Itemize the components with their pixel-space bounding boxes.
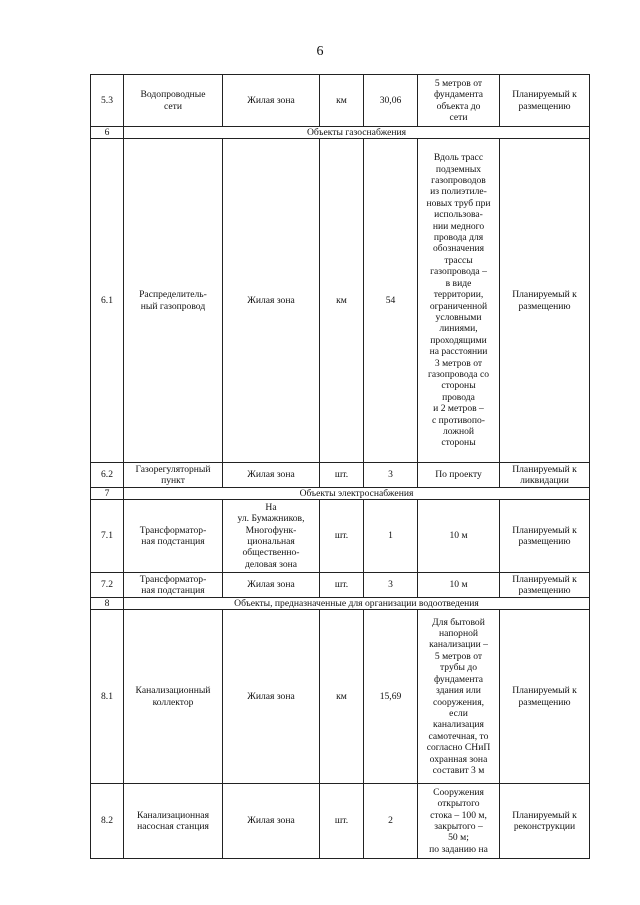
section-row bbox=[91, 127, 590, 139]
unit-cell-text: шт. bbox=[334, 469, 349, 481]
status-cell-text: Планируемый к размещению bbox=[512, 524, 577, 547]
zone-cell-text: Жилая зона bbox=[247, 815, 295, 827]
item-number bbox=[91, 573, 124, 598]
object-name bbox=[124, 463, 223, 488]
object-name-text: Канализационный коллектор bbox=[135, 685, 211, 708]
zone-cell bbox=[223, 500, 320, 573]
table-body bbox=[91, 75, 590, 859]
table-row bbox=[91, 463, 590, 488]
unit-cell-text: км bbox=[336, 690, 347, 702]
section-title: Объекты, предназначенные для организации водоотведения bbox=[124, 598, 590, 610]
protection-zone-cell-text: 10 м bbox=[449, 579, 468, 591]
zone-cell bbox=[223, 463, 320, 488]
object-name bbox=[124, 610, 223, 784]
unit-cell-text: км bbox=[336, 94, 347, 106]
status-cell-text: Планируемый к размещению bbox=[512, 289, 577, 312]
zone-cell bbox=[223, 139, 320, 463]
status-cell bbox=[500, 139, 590, 463]
protection-zone-cell-text: 10 м bbox=[449, 530, 468, 542]
unit-cell bbox=[320, 500, 364, 573]
object-name bbox=[124, 500, 223, 573]
status-cell bbox=[500, 500, 590, 573]
protection-zone-cell-text: 5 метров от фундамента объекта до сети bbox=[433, 77, 484, 123]
item-number-text: 6.2 bbox=[101, 469, 113, 481]
protection-zone-cell bbox=[418, 500, 500, 573]
quantity-cell bbox=[364, 784, 418, 859]
zone-cell bbox=[223, 784, 320, 859]
quantity-cell bbox=[364, 573, 418, 598]
object-name-text: Распределитель- ный газопровод bbox=[139, 289, 207, 312]
table-row bbox=[91, 784, 590, 859]
status-cell bbox=[500, 573, 590, 598]
status-cell bbox=[500, 610, 590, 784]
unit-cell-text: км bbox=[336, 294, 347, 306]
protection-zone-cell-text: По проекту bbox=[435, 469, 482, 481]
unit-cell bbox=[320, 573, 364, 598]
object-name bbox=[124, 784, 223, 859]
zone-cell-text: Жилая зона bbox=[247, 579, 295, 591]
item-number bbox=[91, 139, 124, 463]
protection-zone-cell bbox=[418, 610, 500, 784]
protection-zone-cell bbox=[418, 463, 500, 488]
object-name bbox=[124, 139, 223, 463]
unit-cell-text: шт. bbox=[334, 530, 349, 542]
infrastructure-table bbox=[90, 74, 590, 859]
status-cell bbox=[500, 784, 590, 859]
table-row bbox=[91, 75, 590, 127]
quantity-cell-text: 3 bbox=[388, 579, 393, 591]
quantity-cell-text: 2 bbox=[388, 815, 393, 827]
item-number bbox=[91, 75, 124, 127]
object-name-text: Трансформатор- ная подстанция bbox=[139, 524, 207, 547]
object-name-text: Канализационная насосная станция bbox=[137, 809, 209, 832]
unit-cell bbox=[320, 784, 364, 859]
quantity-cell-text: 54 bbox=[385, 294, 396, 306]
object-name bbox=[124, 573, 223, 598]
unit-cell-text: шт. bbox=[334, 815, 349, 827]
status-cell-text: Планируемый к размещению bbox=[512, 573, 577, 596]
zone-cell bbox=[223, 573, 320, 598]
protection-zone-cell bbox=[418, 784, 500, 859]
unit-cell bbox=[320, 75, 364, 127]
protection-zone-cell bbox=[418, 573, 500, 598]
zone-cell-text: Жилая зона bbox=[247, 690, 295, 702]
item-number bbox=[91, 784, 124, 859]
status-cell-text: Планируемый к ликвидации bbox=[512, 463, 577, 486]
object-name-text: Водопроводные сети bbox=[140, 89, 206, 112]
section-number: 6 bbox=[91, 127, 124, 139]
unit-cell bbox=[320, 610, 364, 784]
protection-zone-cell-text: Вдоль трасс подземных газопроводов из полиэтиле- новых труб при использова- нии медного провода для обозначения трассы газопровода – в виде территории, ограниченной условными линиями, проходящими на расстоянии 3 метров от газопровода со стороны провода и 2 метров – с противопо- ложной стороны bbox=[426, 152, 491, 449]
zone-cell-text: Жилая зона bbox=[247, 294, 295, 306]
section-row bbox=[91, 488, 590, 500]
quantity-cell-text: 1 bbox=[388, 530, 393, 542]
protection-zone-cell bbox=[418, 139, 500, 463]
zone-cell-text: Жилая зона bbox=[247, 94, 295, 106]
status-cell-text: Планируемый к размещению bbox=[512, 89, 577, 112]
status-cell bbox=[500, 75, 590, 127]
item-number-text: 6.1 bbox=[101, 294, 113, 306]
quantity-cell bbox=[364, 610, 418, 784]
quantity-cell-text: 15,69 bbox=[379, 690, 402, 702]
object-name-text: Газорегуляторный пункт bbox=[135, 463, 211, 486]
table-row bbox=[91, 500, 590, 573]
status-cell bbox=[500, 463, 590, 488]
item-number-text: 5.3 bbox=[101, 94, 113, 106]
page-number: 6 bbox=[316, 44, 324, 59]
protection-zone-cell-text: Для бытовой напорной канализации – 5 метров от трубы до фундамента здания или сооружения, если канализация самотечная, то согласно СНиП охранная зона составит 3 м bbox=[426, 616, 491, 776]
protection-zone-cell-text: Сооружения открытого стока – 100 м, закрытого – 50 м; по заданию на bbox=[429, 786, 488, 855]
status-cell-text: Планируемый к размещению bbox=[512, 685, 577, 708]
zone-cell bbox=[223, 610, 320, 784]
section-number: 7 bbox=[91, 488, 124, 500]
status-cell-text: Планируемый к реконструкции bbox=[512, 809, 577, 832]
unit-cell-text: шт. bbox=[334, 579, 349, 591]
section-row bbox=[91, 598, 590, 610]
item-number-text: 7.2 bbox=[101, 579, 113, 591]
zone-cell bbox=[223, 75, 320, 127]
section-title: Объекты электроснабжения bbox=[124, 488, 590, 500]
object-name-text: Трансформатор- ная подстанция bbox=[139, 573, 207, 596]
unit-cell bbox=[320, 139, 364, 463]
quantity-cell bbox=[364, 139, 418, 463]
quantity-cell-text: 30,06 bbox=[379, 94, 402, 106]
table-row bbox=[91, 573, 590, 598]
item-number-text: 7.1 bbox=[101, 530, 113, 542]
quantity-cell bbox=[364, 75, 418, 127]
item-number bbox=[91, 500, 124, 573]
item-number bbox=[91, 610, 124, 784]
quantity-cell bbox=[364, 500, 418, 573]
protection-zone-cell bbox=[418, 75, 500, 127]
zone-cell-text: Жилая зона bbox=[247, 469, 295, 481]
section-title: Объекты газоснабжения bbox=[124, 127, 590, 139]
item-number-text: 8.2 bbox=[101, 815, 113, 827]
section-number: 8 bbox=[91, 598, 124, 610]
quantity-cell bbox=[364, 463, 418, 488]
item-number bbox=[91, 463, 124, 488]
table-row bbox=[91, 139, 590, 463]
zone-cell-text: На ул. Бумажников, Многофунк- циональная общественно- деловая зона bbox=[237, 501, 305, 570]
unit-cell bbox=[320, 463, 364, 488]
table-row bbox=[91, 610, 590, 784]
object-name bbox=[124, 75, 223, 127]
item-number-text: 8.1 bbox=[101, 690, 113, 702]
quantity-cell-text: 3 bbox=[388, 469, 393, 481]
